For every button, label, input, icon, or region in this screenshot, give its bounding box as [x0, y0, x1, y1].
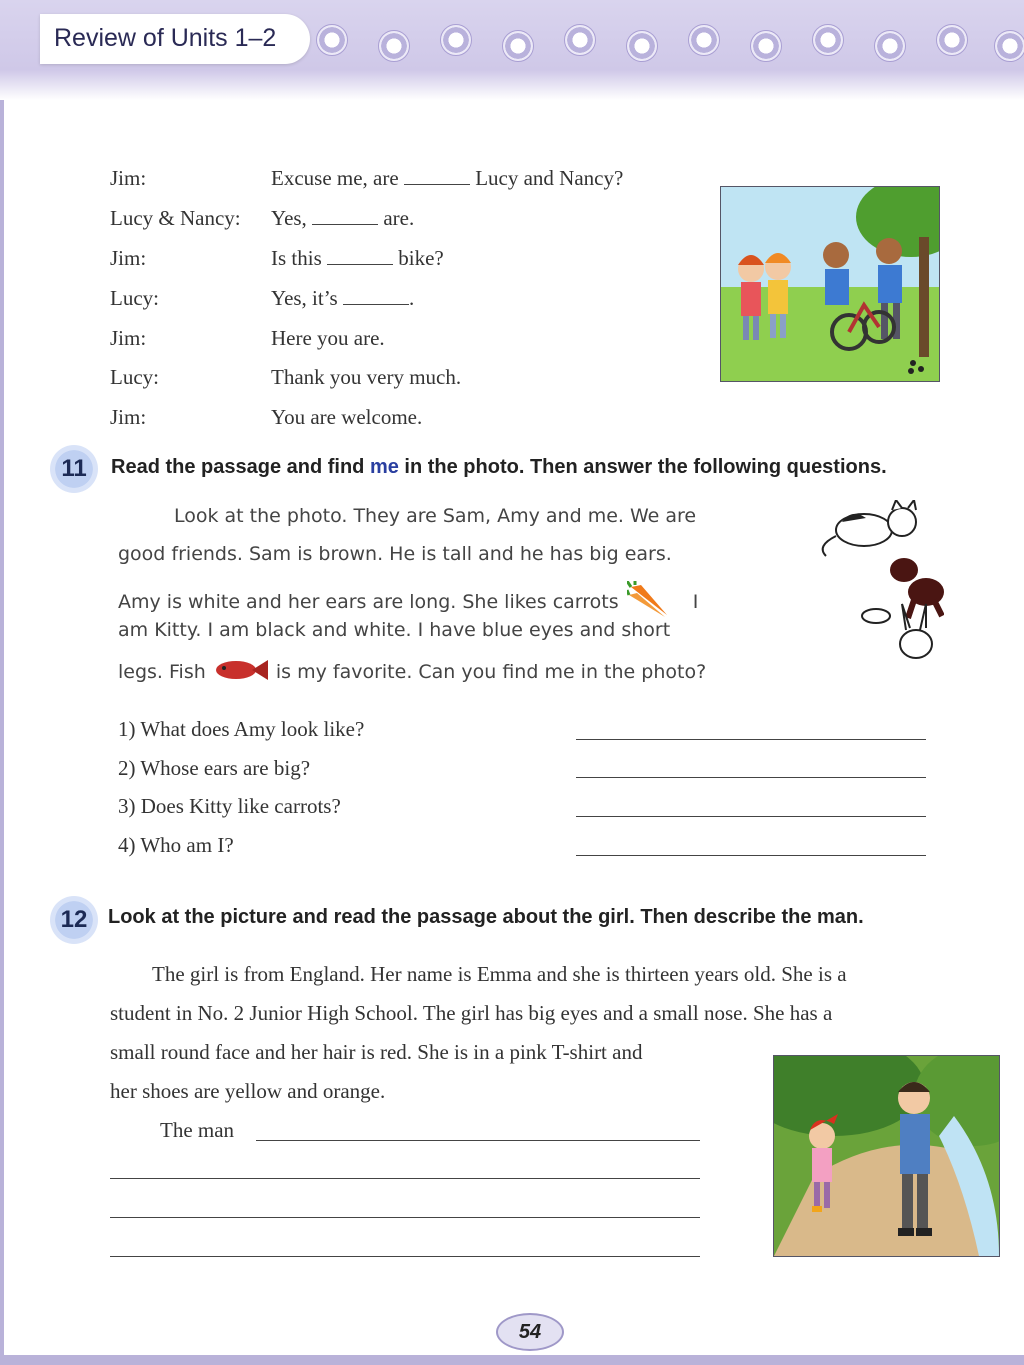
page-edge	[0, 100, 4, 1365]
dialogue-speaker: Lucy:	[110, 286, 159, 310]
dialogue-line	[271, 206, 414, 231]
dialogue-text: Yes,	[271, 206, 307, 230]
binder-ring-icon	[936, 24, 968, 56]
binder-ring-icon	[440, 24, 472, 56]
fill-blank[interactable]	[312, 206, 378, 225]
section-number-badge: 12	[50, 896, 98, 944]
passage-line: am Kitty. I am black and white. I have blue eyes and short	[118, 619, 671, 641]
answer-line[interactable]	[576, 739, 926, 740]
paragraph-line: student in No. 2 Junior High School. The girl has big eyes and a small nose. She has a	[110, 1001, 833, 1025]
question: 4) Who am I?	[118, 833, 234, 857]
passage-text: is my favorite. Can you find me in the photo?	[275, 661, 707, 683]
page-header	[0, 0, 1024, 100]
passage-text: legs. Fish	[118, 661, 206, 683]
answer-line[interactable]	[576, 777, 926, 778]
unit-review-title: Review of Units 1–2	[54, 24, 277, 52]
page-number: 54	[496, 1313, 564, 1351]
binder-ring-icon	[378, 30, 410, 62]
dialogue-speaker: Jim:	[110, 326, 147, 350]
writing-prompt: The man	[160, 1118, 235, 1142]
girl-and-man-illustration	[773, 1055, 1000, 1257]
writing-line[interactable]	[110, 1178, 700, 1179]
dialogue-speaker: Jim:	[110, 166, 147, 190]
carrot-icon	[627, 581, 673, 624]
writing-line[interactable]	[256, 1140, 700, 1141]
dialogue-line	[271, 166, 623, 191]
writing-line[interactable]	[110, 1256, 700, 1257]
question: 1) What does Amy look like?	[118, 717, 365, 741]
dialogue-text: You are welcome.	[271, 405, 423, 429]
binder-ring-icon	[316, 24, 348, 56]
binder-ring-icon	[564, 24, 596, 56]
question: 2) Whose ears are big?	[118, 756, 311, 780]
dialogue-line	[271, 286, 414, 311]
paragraph-line: The girl is from England. Her name is Emma and she is thirteen years old. She is a	[152, 962, 847, 986]
instruction-text: Read the passage and find	[111, 456, 365, 478]
paragraph-line: small round face and her hair is red. She is in a pink T-shirt and	[110, 1040, 643, 1064]
writing-line[interactable]	[110, 1217, 700, 1218]
dialogue-text: Here you are.	[271, 326, 385, 350]
dialogue-speaker: Lucy & Nancy:	[110, 206, 241, 230]
fill-blank[interactable]	[327, 246, 393, 265]
park-illustration	[720, 186, 940, 382]
passage-line	[118, 657, 706, 688]
fish-icon	[214, 657, 268, 688]
binder-ring-icon	[994, 30, 1024, 62]
passage-line: Look at the photo. They are Sam, Amy and me. We are	[174, 505, 697, 527]
passage-line: good friends. Sam is brown. He is tall and he has big ears.	[118, 543, 672, 565]
section-11-instruction	[111, 456, 887, 479]
dialogue-text: Lucy and Nancy?	[475, 166, 624, 190]
binder-ring-icon	[502, 30, 534, 62]
binder-ring-icon	[874, 30, 906, 62]
dialogue-speaker: Jim:	[110, 405, 147, 429]
answer-line[interactable]	[576, 816, 926, 817]
dialogue-text: Thank you very much.	[271, 365, 462, 389]
dialogue-text: Yes, it’s	[271, 286, 338, 310]
fill-blank[interactable]	[404, 166, 470, 185]
binder-ring-icon	[688, 24, 720, 56]
dialogue-line	[271, 246, 444, 271]
dialogue-speaker: Lucy:	[110, 365, 159, 389]
dialogue-text: are.	[383, 206, 415, 230]
section-12-instruction: Look at the picture and read the passage about the girl. Then describe the man.	[108, 906, 864, 928]
question: 3) Does Kitty like carrots?	[118, 794, 341, 818]
page-footer-bar	[0, 1355, 1024, 1365]
dialogue-text: Is this	[271, 246, 322, 270]
paragraph-line: her shoes are yellow and orange.	[110, 1079, 386, 1103]
answer-line[interactable]	[576, 855, 926, 856]
passage-text: Amy is white and her ears are long. She likes carrots	[118, 591, 619, 613]
dialogue-speaker: Jim:	[110, 246, 147, 270]
dialogue-text: .	[408, 286, 415, 310]
dialogue-text: Excuse me, are	[271, 166, 399, 190]
instruction-text: in the photo. Then answer the following questions.	[404, 456, 887, 478]
section-number-badge: 11	[50, 445, 98, 493]
passage-line	[118, 581, 698, 624]
binder-ring-icon	[812, 24, 844, 56]
fill-blank[interactable]	[343, 286, 409, 305]
binder-ring-icon	[626, 30, 658, 62]
animals-illustration	[814, 500, 944, 670]
instruction-highlight: me	[369, 456, 399, 478]
dialogue-text: bike?	[398, 246, 444, 270]
binder-ring-icon	[750, 30, 782, 62]
header-title-tab	[40, 14, 310, 64]
passage-text: I	[692, 591, 699, 613]
